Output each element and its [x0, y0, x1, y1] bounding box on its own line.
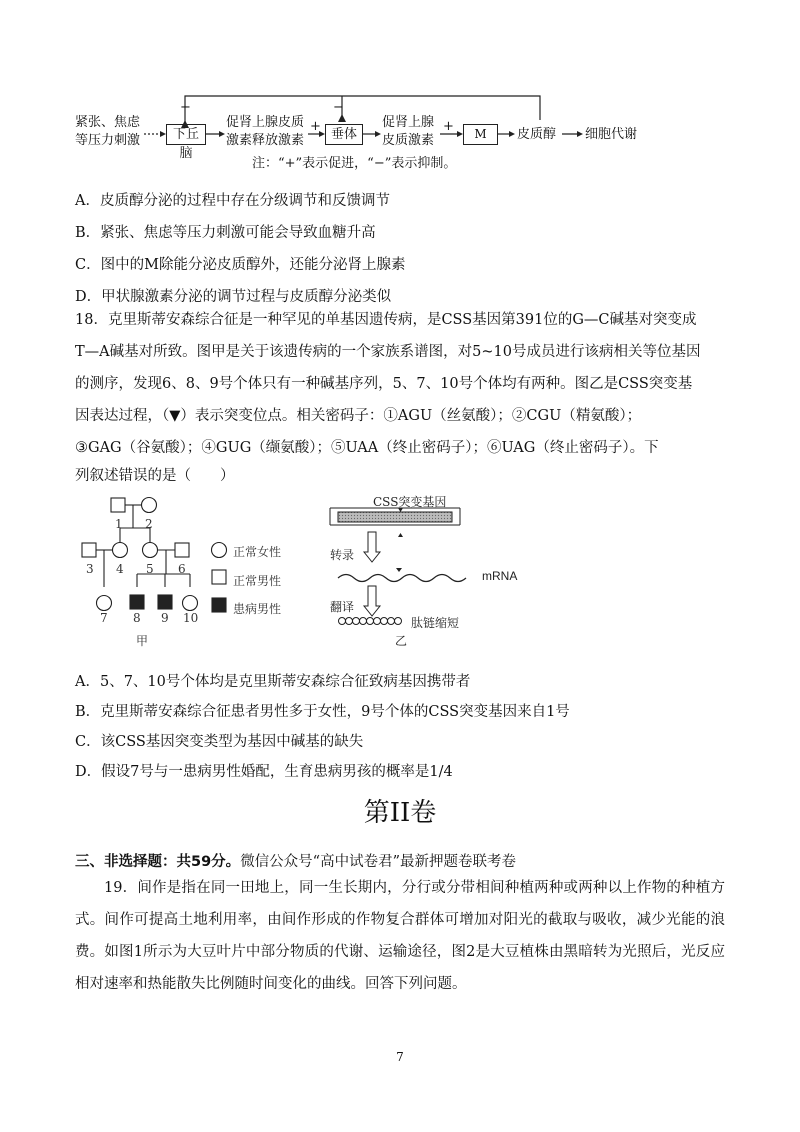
- pedigree-id-8: 8: [133, 611, 141, 625]
- pedigree-affected-male-9: [158, 595, 172, 609]
- part-two-title: 第II卷: [363, 798, 437, 828]
- hypothalamus-box: 下丘脑: [166, 124, 206, 145]
- crh-line2: 激素释放激素: [226, 133, 305, 148]
- pituitary-box: 垂体: [325, 124, 363, 145]
- cortisol-label: 皮质醇: [517, 127, 557, 142]
- section-three-rest: 微信公众号“高中试卷君”最新押题卷联考卷: [240, 854, 517, 870]
- acth-line2: 皮质激素: [382, 133, 435, 148]
- legend-normal-female-symbol: [212, 543, 227, 558]
- mutation-marker-bottom: [398, 533, 403, 537]
- transcription-arrow: [364, 532, 380, 562]
- q17-option-b: B．紧张、焦虑等压力刺激可能会导致血糖升高: [75, 225, 376, 241]
- q18-line-6: 列叙述错误的是（ ）: [75, 468, 235, 484]
- feedback-minus-1: −: [180, 100, 191, 115]
- m-box: M: [463, 124, 498, 145]
- transcription-label: 转录: [330, 548, 355, 562]
- gene-label: CSS突变基因: [373, 495, 447, 509]
- pedigree-id-1: 1: [115, 517, 123, 531]
- q18-line-2: T—A碱基对所致。图甲是关于该遗传病的一个家族系谱图，对5~10号成员进行该病相关等位基因: [75, 344, 701, 360]
- pedigree-male-3: [82, 543, 96, 557]
- q18-line-4: 因表达过程，（▼）表示突变位点。相关密码子：①AGU（丝氨酸）；②CGU（精氨酸）；: [75, 408, 642, 424]
- page-number: 7: [396, 1050, 404, 1064]
- pedigree-id-10: 10: [183, 611, 199, 625]
- legend-affected-male-symbol: [212, 598, 226, 612]
- mrna-label: mRNA: [482, 569, 518, 583]
- peptide-label: 肽链缩短: [411, 616, 460, 630]
- pedigree-caption: 甲: [136, 634, 149, 648]
- pedigree-id-6: 6: [178, 562, 186, 576]
- pedigree-male-1: [111, 498, 125, 512]
- acth-line1: 促肾上腺: [382, 115, 435, 130]
- legend-normal-male: 正常男性: [233, 574, 282, 588]
- peptide-chain: [339, 618, 402, 625]
- q18-option-a: A．5、7、10号个体均是克里斯蒂安森综合征致病基因携带者: [75, 674, 471, 690]
- pedigree-female-5: [143, 543, 158, 558]
- translation-label: 翻译: [330, 600, 355, 614]
- flow-note: 注：“+”表示促进，“−”表示抑制。: [252, 156, 457, 171]
- q19-text: 19．间作是指在同一田地上，同一生长期内，分行或分带相间种植两种或两种以上作物的种植方式。间作可提高土地利用率，由间作形成的作物复合群体可增加对阳光的截取与吸收，减少光能的浪费。如图1所示为大豆叶片中部分物质的代谢、运输途径，图2是大豆植株由黑暗转为光照后，光反应相对速率和热能散失比例随时间变化的曲线。回答下列问题。: [75, 880, 725, 992]
- pedigree-male-6: [175, 543, 189, 557]
- stimulus-line1: 紧张、焦虑: [75, 115, 141, 130]
- feedback-minus-2: −: [333, 100, 344, 115]
- legend-normal-male-symbol: [212, 570, 226, 584]
- q18-line-5: ③GAG（谷氨酸）；④GUG（缬氨酸）；⑤UAA（终止密码子）；⑥UAG（终止密码子）。下: [75, 440, 659, 456]
- translation-arrow: [364, 586, 380, 616]
- legend-affected-male: 患病男性: [233, 602, 282, 616]
- plus-sign-1: +: [310, 119, 321, 134]
- expression-caption: 乙: [395, 634, 408, 648]
- mrna-strand: [338, 575, 466, 582]
- q18-line-3: 的测序，发现6、8、9号个体只有一种碱基序列，5、7、10号个体均有两种。图乙是CSS突变基: [75, 376, 693, 392]
- stimulus-line2: 等压力刺激: [75, 133, 141, 148]
- section-three-heading: [75, 850, 516, 871]
- section-three-bold: 三、非选择题：共59分。: [75, 854, 241, 870]
- pedigree-affected-male-8: [130, 595, 144, 609]
- q17-option-d: D．甲状腺激素分泌的调节过程与皮质醇分泌类似: [75, 289, 392, 305]
- pedigree-female-7: [97, 596, 112, 611]
- legend-normal-female: 正常女性: [233, 545, 282, 559]
- q17-option-a: A．皮质醇分泌的过程中存在分级调节和反馈调节: [75, 193, 390, 209]
- q18-line-1: 18．克里斯蒂安森综合征是一种罕见的单基因遗传病，是CSS基因第391位的G—C碱基对突变成: [75, 312, 697, 328]
- pedigree-id-5: 5: [146, 562, 154, 576]
- pedigree-id-3: 3: [86, 562, 94, 576]
- mutation-marker-mrna: [396, 568, 402, 572]
- pedigree-female-2: [142, 498, 157, 513]
- q18-option-d: D．假设7号与一患病男性婚配，生育患病男孩的概率是1/4: [75, 764, 453, 780]
- q19-paragraph: [75, 872, 725, 1000]
- pedigree-id-9: 9: [161, 611, 169, 625]
- q18-option-c: C．该CSS基因突变类型为基因中碱基的缺失: [75, 734, 364, 750]
- plus-sign-2: +: [443, 119, 454, 134]
- crh-line1: 促肾上腺皮质: [226, 115, 305, 130]
- gene-bar: [338, 512, 452, 522]
- q18-option-b: B．克里斯蒂安森综合征患者男性多于女性，9号个体的CSS突变基因来自1号: [75, 704, 570, 720]
- q17-option-c: C．图中的M除能分泌皮质醇外，还能分泌肾上腺素: [75, 257, 406, 273]
- pedigree-id-4: 4: [116, 562, 124, 576]
- pedigree-id-7: 7: [100, 611, 108, 625]
- pedigree-id-2: 2: [145, 517, 153, 531]
- pedigree-female-10: [183, 596, 198, 611]
- metabolism-label: 细胞代谢: [585, 127, 638, 142]
- pedigree-female-4: [113, 543, 128, 558]
